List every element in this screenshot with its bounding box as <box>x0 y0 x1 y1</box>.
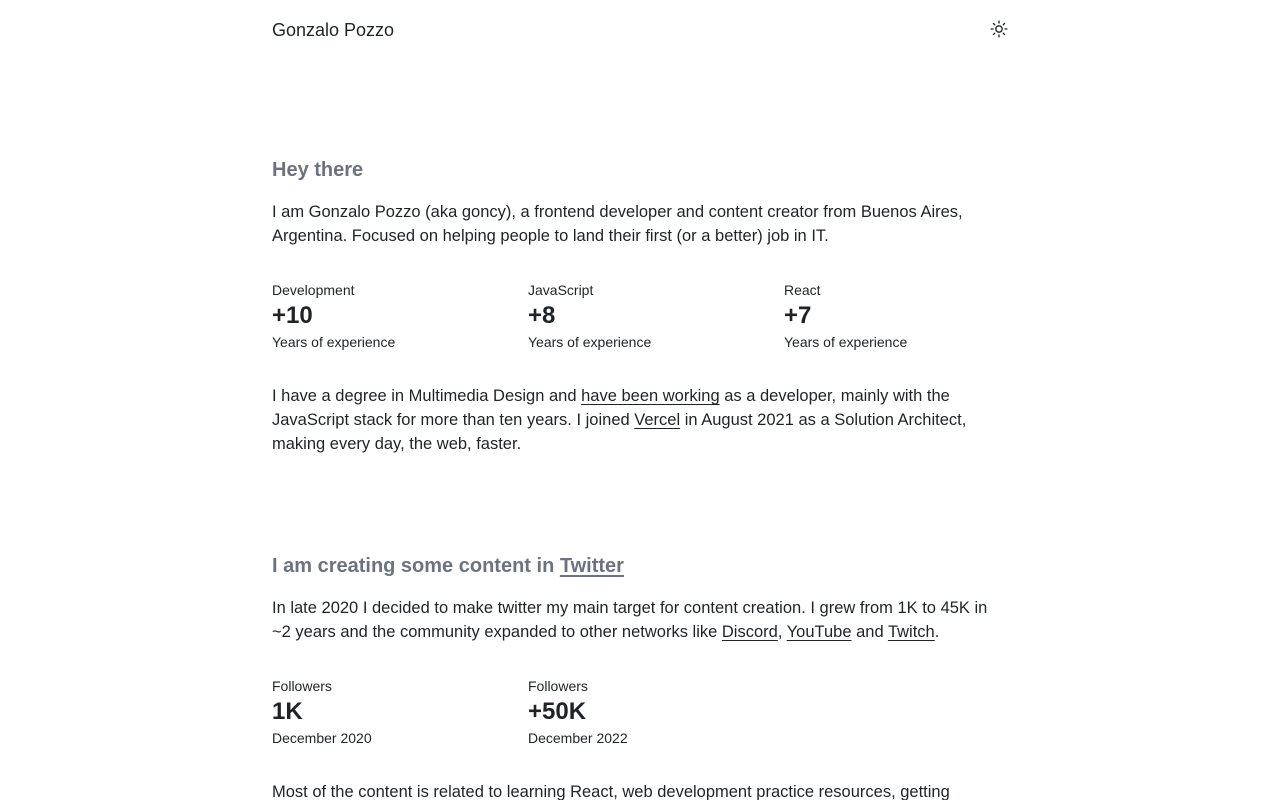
stat-value: +50K <box>528 698 587 725</box>
youtube-link[interactable]: YouTube <box>786 623 852 641</box>
twitch-link[interactable]: Twitch <box>887 623 935 641</box>
content-title-prefix: I am creating some content in <box>272 555 560 577</box>
stat-followers-2022 <box>528 677 768 747</box>
about-career-paragraph <box>272 384 1008 456</box>
experience-stats <box>272 281 1008 351</box>
stat-react <box>784 281 1024 351</box>
site-title-link[interactable]: Gonzalo Pozzo <box>272 20 395 40</box>
stat-label: React <box>784 282 821 298</box>
twitter-link[interactable]: Twitter <box>559 555 624 577</box>
stat-label: Followers <box>528 678 588 694</box>
vercel-link[interactable]: Vercel <box>634 411 681 429</box>
stat-javascript <box>528 281 768 351</box>
stat-label: Development <box>272 282 355 298</box>
stat-development <box>272 281 512 351</box>
stat-value: +10 <box>272 302 313 329</box>
content-title <box>272 552 624 580</box>
content-period: . <box>934 623 940 641</box>
content-separator: , <box>777 623 787 641</box>
have-been-working-link[interactable]: have been working <box>581 387 720 405</box>
stat-label: Followers <box>272 678 332 694</box>
stat-label: JavaScript <box>528 282 594 298</box>
career-text-2: as a developer, mainly with the JavaScript stack for more than ten years. I joined <box>272 387 950 429</box>
stat-sub: Years of experience <box>528 334 652 350</box>
content-paragraph <box>272 596 1008 644</box>
stat-value: 1K <box>272 698 303 725</box>
site-header <box>272 0 1008 60</box>
content-and: and <box>851 623 888 641</box>
content-paragraph-2: Most of the content is related to learning React, web development practice resources, getting <box>272 783 950 800</box>
stat-value: +8 <box>528 302 556 329</box>
follower-stats <box>272 677 1008 747</box>
stat-sub: December 2020 <box>272 730 372 746</box>
stat-sub: Years of experience <box>272 334 396 350</box>
stat-followers-2020 <box>272 677 512 747</box>
about-title: Hey there <box>272 159 364 181</box>
career-text-3: in August 2021 as a Solution Architect, making every day, the web, faster. <box>272 411 967 453</box>
stat-sub: Years of experience <box>784 334 908 350</box>
stat-value: +7 <box>784 302 812 329</box>
stat-sub: December 2022 <box>528 730 628 746</box>
about-intro: I am Gonzalo Pozzo (aka goncy), a frontend developer and content creator from Buenos Aires, Argentina. Focused on helping people to land their first (or a better) job in IT. <box>272 203 963 245</box>
discord-link[interactable]: Discord <box>721 623 778 641</box>
sun-icon[interactable] <box>990 20 1008 38</box>
career-text-1: I have a degree in Multimedia Design and <box>272 387 582 405</box>
content-text-1: In late 2020 I decided to make twitter my main target for content creation. I grew from 1K to 45K in ~2 years and the community expanded to other networks like <box>272 599 988 641</box>
